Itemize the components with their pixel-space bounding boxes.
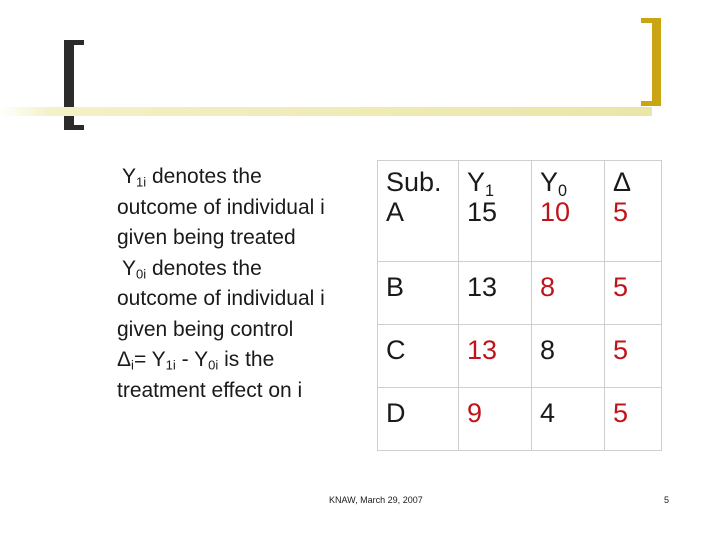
text-line: $Y_{0i}$ denotes the: [122, 256, 262, 281]
table-cell-y1: $Y_1$ 15: [459, 161, 532, 262]
right-bracket-bottom-cap: [641, 101, 661, 106]
table-row: [378, 388, 662, 451]
table-cell-subject: C: [378, 325, 459, 388]
text-line: given being treated: [117, 226, 296, 249]
left-bracket-decoration: [64, 40, 74, 130]
delta-definition-line: $\Delta_i= Y_{1i} - Y_{0i}$ is the: [117, 348, 275, 373]
table-cell-subject: Sub. A: [378, 161, 459, 262]
table-cell-delta: 5: [605, 325, 662, 388]
table-cell-y0: 8: [532, 325, 605, 388]
outcomes-table: [377, 160, 662, 451]
text-line: treatment effect on i: [117, 378, 303, 402]
text-line: outcome of individual i: [117, 287, 325, 310]
slide-footer: KNAW, March 29, 2007: [329, 495, 423, 505]
table-cell-y0: $Y_0$ 10: [532, 161, 605, 262]
table-cell-y1: 9: [459, 388, 532, 451]
table-cell-delta: 5: [605, 388, 662, 451]
table-cell-y1: 13: [459, 262, 532, 325]
table-cell-subject: D: [378, 388, 459, 451]
right-bracket-decoration: [652, 18, 661, 106]
text-line: outcome of individual i: [117, 195, 325, 219]
text-line: given being control: [117, 317, 294, 341]
left-bracket-bottom-cap: [64, 125, 84, 130]
page-number: 5: [664, 495, 670, 505]
table-row: [378, 325, 662, 388]
explanation-text: [117, 162, 377, 406]
right-bracket-top-cap: [641, 18, 661, 23]
header-rule: [0, 107, 652, 116]
left-bracket-top-cap: [64, 40, 84, 45]
table-cell-delta: 5: [605, 262, 662, 325]
table-row: [378, 262, 662, 325]
table-cell-y0: 4: [532, 388, 605, 451]
table-row: [378, 161, 662, 262]
table-cell-subject: B: [378, 262, 459, 325]
table-cell-delta: Δ 5: [605, 161, 662, 262]
text-line: $Y_{1i}$ denotes the: [122, 165, 262, 190]
table-cell-y1: 13: [459, 325, 532, 388]
table-cell-y0: 8: [532, 262, 605, 325]
